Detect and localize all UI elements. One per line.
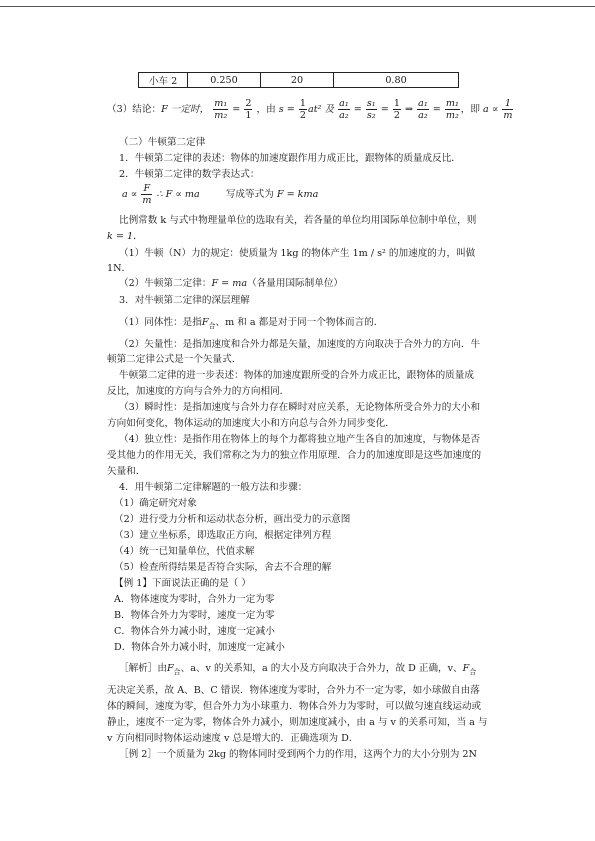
table-cell: 0.250 [188, 73, 261, 88]
paragraph-line: 静止，速度不一定为零，物体合外力减小，则加速度减小，由 a 与 v 的关系可知，当 a 与 [107, 717, 488, 728]
paragraph-line: 顿第二定律公式是一个矢量式． [107, 354, 242, 365]
paragraph-line: （1）同体性：是指$F_合$、m 和 a 都是对于同一个物体而言的． [119, 317, 384, 330]
list-item: （3）建立坐标系，即选取正方向，根据定律列方程 [114, 530, 332, 541]
paragraph-line: （2）矢量性：是指加速度和合外力都是矢量，加速度的方向取决于合外力的方向．牛 [119, 339, 481, 350]
paragraph-line: k = 1． [107, 231, 143, 242]
conclusion-f: F 一定时， [161, 104, 210, 115]
fraction: $\frac{\text{m₁}}{\text{m₂}}$ [445, 98, 459, 121]
data-table [138, 72, 459, 88]
section-heading: （二）牛顿第二定律 [119, 137, 206, 148]
table-row [139, 73, 459, 88]
paragraph-line: 比例常数 k 与式中物理量单位的选取有关，若各量的单位均用国际单位制中单位，则 [119, 215, 477, 226]
paragraph-line: 无决定关系，故 A、B、C 错误．物体速度为零时，合外力不一定为零，如小球做自由落 [107, 685, 480, 696]
paragraph-line: 反比，加速度的方向与合外力的方向相同． [107, 386, 290, 397]
header-rule [0, 6, 595, 7]
paragraph-line: 矢量和． [107, 466, 146, 477]
paragraph-line: 1．牛顿第二定律的表述：物体的加速度跟作用力成正比，跟物体的质量成反比． [119, 153, 461, 164]
choice-option: C．物体合外力减小时，速度一定减小 [114, 626, 275, 637]
list-item: （5）检查所得结果是否符合实际，舍去不合理的解 [114, 562, 332, 573]
table-cell: 小车 2 [139, 73, 188, 88]
paragraph-line: 牛顿第二定律的进一步表述：物体的加速度跟所受的合外力成正比，跟物体的质量成 [119, 370, 474, 381]
paragraph-line: 1N． [107, 263, 132, 274]
fraction: $\frac{1}{2}$ [393, 98, 400, 121]
example-title: 【例 1】下面说法正确的是（ ） [114, 578, 251, 589]
paragraph-line: （3）瞬时性：是指加速度与合外力存在瞬时对应关系，无论物体所受合外力的大小和 [119, 402, 481, 413]
paragraph-line: 4．用牛顿第二定律解题的一般方法和步骤： [119, 482, 308, 493]
paragraph-line: 受其他力的作用无关，我们常称之为力的独立作用原理．合力的加速度即是这些加速度的 [107, 450, 482, 461]
choice-option: B．物体合外力为零时，速度一定为零 [114, 610, 275, 621]
paragraph-line: 3．对牛顿第二定律的深层理解 [119, 295, 250, 306]
paragraph-line: （1）牛顿（N）力的规定：使质量为 1kg 的物体产生 1m / s² 的加速度的力，叫做 [119, 248, 476, 259]
list-item: （2）进行受力分析和运动状态分析，画出受力的示意图 [114, 514, 351, 525]
fraction: $\frac{\text{s₁}}{\text{s₂}}$ [366, 98, 376, 121]
fraction: $\frac{1}{m}$ [503, 98, 513, 121]
fraction: $\frac{F}{m}$ [142, 183, 152, 206]
paragraph-line: v 方向相同时物体运动速度 v 总是增大的．正确选项为 D． [107, 733, 359, 744]
choice-option: D．物体合外力减小时，加速度一定减小 [114, 642, 285, 653]
paragraph-line: 体的瞬间，速度为零，但合外力为小球重力．物体合外力为零时，可以做匀速直线运动或 [107, 701, 482, 712]
paragraph-line: 2．牛顿第二定律的数学表达式： [119, 169, 260, 180]
fraction: $\frac{1}{2}$ [299, 98, 306, 121]
paragraph-line: （4）独立性：是指作用在物体上的每个力都将独立地产生各自的加速度，与物体是否 [119, 434, 481, 445]
paragraph-line: （2）牛顿第二定律：F = ma（各量用国际制单位） [119, 278, 344, 289]
list-item: （1）确定研究对象 [114, 498, 197, 509]
conclusion-label: （3）结论： [107, 104, 162, 115]
formula-line: a ∝ $\frac{F}{m}$ ∴ F ∝ ma 写成等式为 F = kma [122, 183, 319, 206]
table-cell: 20 [261, 73, 334, 88]
conclusion-line: （3）结论：F 一定时， $\frac{\text{m₁}}{\text{m₂}}$ = $\frac{2}{1}$ ，由 s = $\frac{1}{2}$ at² 及 $\frac{\text{a₁}}{\text{a₂}}$ = $\frac{\text{s₁}}{\text{s₂}}$ = $\frac{1}{2}$ ⇒ $\frac{\text{a₁}}{\text{a₂}}$ = $\frac{\text{m₁}}{\text{m₂}}$ ，即 a ∝ $\frac{1}{m}$ [107, 98, 513, 121]
paragraph-line: ［解析］由$F_合$、a、v 的关系知，a 的大小及方向取决于合外力，故 D 正确，v、$F_合$ [119, 663, 477, 676]
fraction: $\frac{\text{a₁}}{\text{a₂}}$ [418, 98, 428, 121]
list-item: （4）统一已知量单位，代值求解 [114, 546, 255, 557]
paragraph-line: 方向如何变化，物体运动的加速度大小和方向总与合外力同步变化． [107, 418, 395, 429]
paragraph-line: ［例 2］一个质量为 2kg 的物体同时受到两个力的作用，这两个力的大小分别为 2N [119, 749, 477, 760]
fraction: $\frac{\text{m₁}}{\text{m₂}}$ [214, 98, 228, 121]
table-cell: 0.80 [334, 73, 459, 88]
choice-option: A．物体速度为零时，合外力一定为零 [114, 594, 275, 605]
fraction: $\frac{2}{1}$ [245, 98, 252, 121]
fraction: $\frac{\text{a₁}}{\text{a₂}}$ [339, 98, 349, 121]
